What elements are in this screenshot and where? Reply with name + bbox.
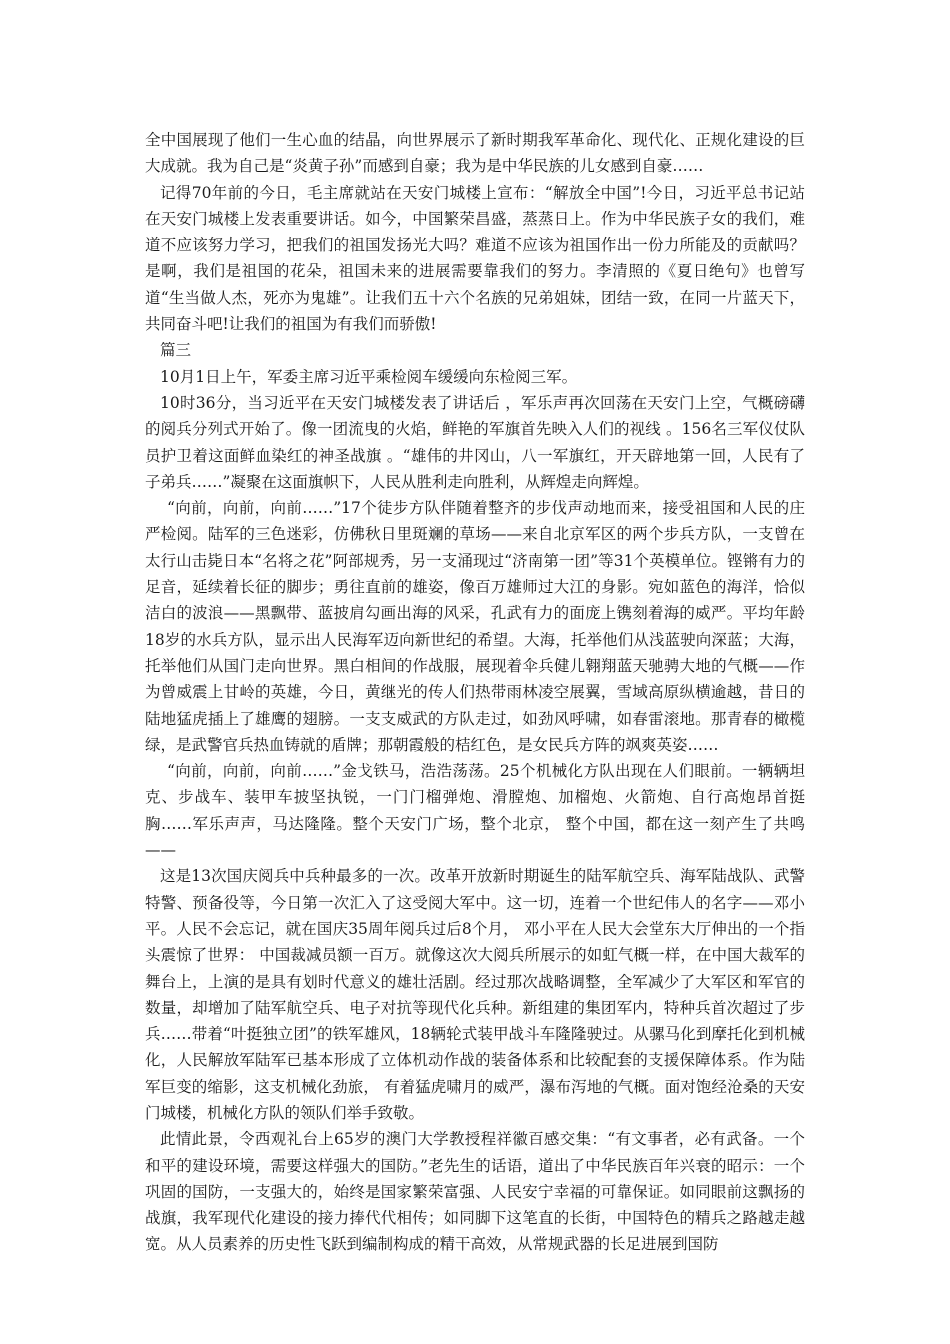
paragraph-6: “向前，向前，向前……”金戈铁马，浩浩荡荡。25个机械化方队出现在人们眼前。一辆辆坦克、步战车、装甲车披坚执锐，一门门榴弹炮、滑膛炮、加榴炮、火箭炮、自行高炮昂首挺胸……军乐声声，马达隆隆。整个天安门广场，整个北京， 整个中国，都在这一刻产生了共鸣—— [145,762,805,860]
paragraph-5: “向前，向前，向前……”17个徒步方队伴随着整齐的步伐声动地而来，接受祖国和人民的庄严检阅。陆军的三色迷彩，仿佛秋日里斑斓的草场——来自北京军区的两个步兵方队，一支曾在太行山击毙日本“名将之花”阿部规秀，另一支涌现过“济南第一团”等31个英模单位。铿锵有力的足音，延续着长征的脚步；勇往直前的雄姿，像百万雄师过大江的身影。宛如蓝色的海洋，恰似洁白的波浪——黑飘带、蓝披肩勾画出海的风采，孔武有力的面庞上镌刻着海的威严。平均年龄18岁的水兵方队，显示出人民海军迈向新世纪的希望。大海，托举他们从浅蓝驶向深蓝；大海，托举他们从国门走向世界。黑白相间的作战服，展现着伞兵健儿翱翔蓝天驰骋大地的气概——作为曾威震上甘岭的英雄，今日，黄继光的传人们热带雨林凌空展翼，雪域高原纵横逾越，昔日的陆地猛虎插上了雄鹰的翅膀。一支支威武的方队走过，如劲风呼啸，如春雷滚地。那青春的橄榄绿，是武警官兵热血铸就的盾牌；那朝霞般的桔红色，是女民兵方阵的飒爽英姿…… [145,499,805,754]
paragraph-3: 10月1日上午，军委主席习近平乘检阅车缓缓向东检阅三军。 [160,367,578,386]
paragraph-2: 记得70年前的今日，毛主席就站在天安门城楼上宣布：“解放全中国”!今日，习近平总书记站在天安门城楼上发表重要讲话。如今，中国繁荣昌盛，蒸蒸日上。作为中华民族子女的我们，难道不应该努力学习，把我们的祖国发扬光大吗？难道不应该为祖国作出一份力所能及的贡献吗？是啊，我们是祖国的花朵，祖国未来的进展需要靠我们的努力。李清照的《夏日绝句》也曾写道“生当做人杰，死亦为鬼雄”。让我们五十六个名族的兄弟姐妹，团结一致，在同一片蓝天下，共同奋斗吧!让我们的祖国为有我们而骄傲! [145,183,805,334]
paragraph-1: 全中国展现了他们一生心血的结晶，向世界展示了新时期我军革命化、现代化、正规化建设的巨大成就。我为自己是“炎黄子孙”而感到自豪；我为是中华民族的儿女感到自豪…… [145,131,805,176]
paragraph-4: 10时36分，当习近平在天安门城楼发表了讲话后 ，军乐声再次回荡在天安门上空，气概磅礴的阅兵分列式开始了。像一团流曳的火焰，鲜艳的军旗首先映入人们的视线 。156名三军仪仗队员护卫着这面鲜血染红的神圣战旗 。“雄伟的井冈山，八一军旗红，开天辟地第一回，人民有了子弟兵……”凝聚在这面旗帜下，人民从胜利走向胜利，从辉煌走向辉煌。 [145,393,805,491]
paragraph-8: 此情此景，令西观礼台上65岁的澳门大学教授程祥徽百感交集：“有文事者，必有武备。一个和平的建设环境，需要这样强大的国防。”老先生的话语，道出了中华民族百年兴衰的昭示：一个巩固的国防，一支强大的，始终是国家繁荣富强、人民安宁幸福的可靠保证。如同眼前这飘扬的战旗，我军现代化建设的接力捧代代相传；如同脚下这笔直的长街，中国特色的精兵之路越走越宽。从人员素养的历史性飞跃到编制构成的精干高效，从常规武器的长足进展到国防 [145,1130,805,1254]
section-heading: 篇三 [160,341,192,360]
document-body [145,127,805,1258]
paragraph-7: 这是13次国庆阅兵中兵种最多的一次。改革开放新时期诞生的陆军航空兵、海军陆战队、武警特警、预备役等，今日第一次汇入了这受阅大军中。这一切，连着一个世纪伟人的名字——邓小平。人民不会忘记，就在国庆35周年阅兵过后8个月， 邓小平在人民大会堂东大厅伸出的一个指头震惊了世界： 中国裁减员额一百万。就像这次大阅兵所展示的如虹气概一样，在中国大裁军的舞台上，上演的是具有划时代意义的雄壮活剧。经过那次战略调整，全军减少了大军区和军官的数量，却增加了陆军航空兵、电子对抗等现代化兵种。新组建的集团军内，特种兵首次超过了步兵……带着“叶挺独立团”的铁军雄风，18辆轮式装甲战斗车隆隆驶过。从骡马化到摩托化到机械化，人民解放军陆军已基本形成了立体机动作战的装备体系和比较配套的支援保障体系。作为陆军巨变的缩影，这支机械化劲旅， 有着猛虎啸月的威严，瀑布泻地的气概。面对饱经沧桑的天安门城楼，机械化方队的领队们举手致敬。 [145,867,805,1122]
